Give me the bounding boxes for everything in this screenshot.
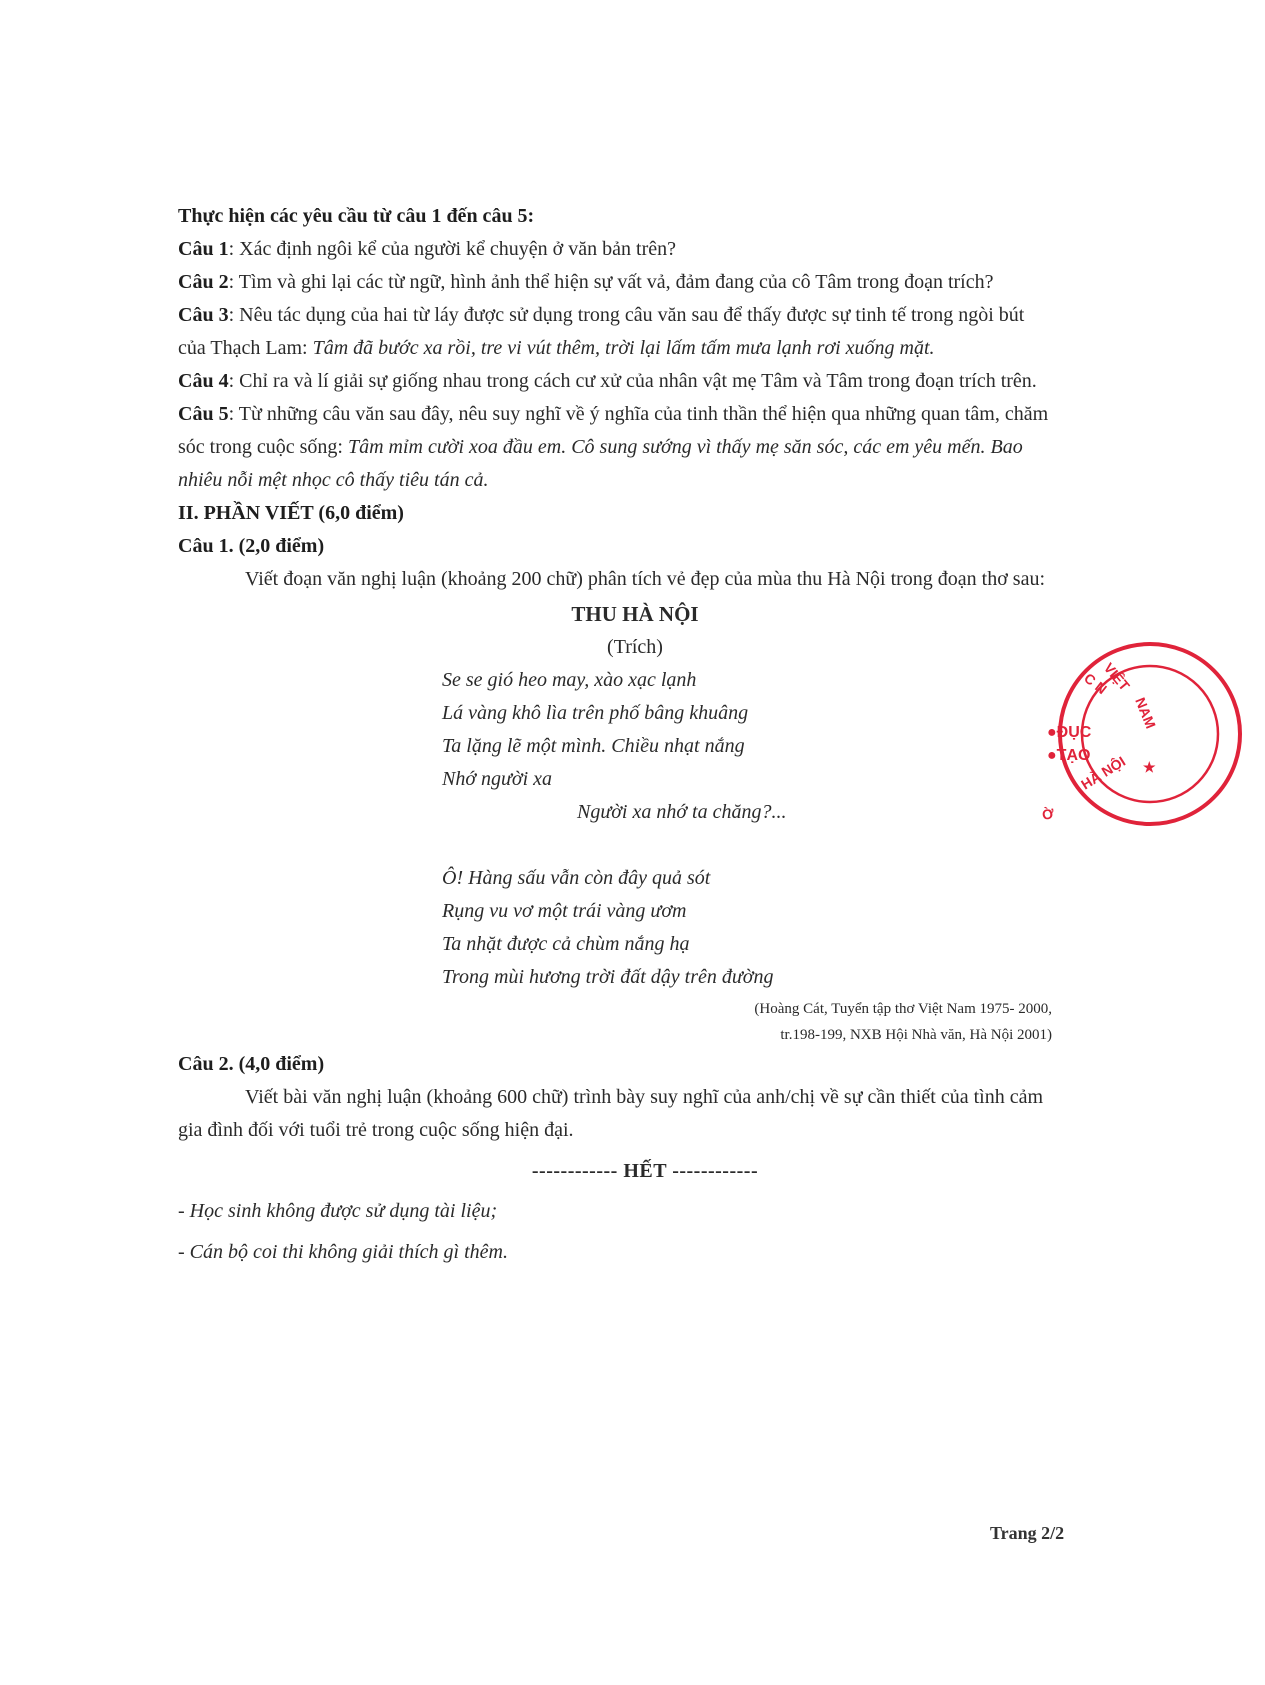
question-2 [178, 266, 1052, 299]
exam-note: - Cán bộ coi thi không giải thích gì thêm. [178, 1241, 508, 1263]
end-marker: ------------ HẾT ------------ [531, 1160, 759, 1182]
question-text: : Từ những câu văn sau đây, nêu suy nghĩ về ý nghĩa của tinh thần thể hiện qua những quan tâm, chăm sóc trong cuộc sống: [178, 403, 1049, 458]
question-text: : Chỉ ra và lí giải sự giống nhau trong cách cư xử của nhân vật mẹ Tâm và Tâm trong đoạn trích trên. [228, 370, 1037, 392]
poem-line: Ta lặng lẽ một mình. Chiều nhạt nắng [442, 735, 745, 757]
seal-icon [1040, 640, 1265, 828]
question-label: Câu 3 [178, 304, 229, 326]
poem-line: Se se gió heo may, xào xạc lạnh [442, 669, 697, 691]
poem-line: Rụng vu vơ một trái vàng ươm [442, 900, 687, 922]
part2-heading: II. PHẦN VIẾT (6,0 điểm) [178, 502, 404, 524]
poem-source [178, 994, 1052, 1048]
poem-line-indented: Người xa nhớ ta chăng?... [577, 801, 787, 823]
question-text: : Tìm và ghi lại các từ ngữ, hình ảnh thể hiện sự vất vả, đảm đang của cô Tâm trong đoạn trích? [228, 271, 994, 293]
exam-content [178, 200, 1052, 1269]
svg-text:●ĐỤC: ●ĐỤC [1047, 724, 1092, 741]
poem-body [178, 664, 1052, 994]
svg-text:★: ★ [1143, 759, 1156, 775]
poem-line: Nhớ người xa [442, 768, 553, 790]
question-5 [178, 398, 1052, 497]
exam-note: - Học sinh không được sử dụng tài liệu; [178, 1200, 498, 1222]
instructions-heading: Thực hiện các yêu cầu từ câu 1 đến câu 5: [178, 205, 535, 227]
question-1 [178, 233, 1052, 266]
question-3 [178, 299, 1052, 365]
question-quote: Tâm đã bước xa rồi, tre vi vút thêm, trời lại lấm tấm mưa lạnh rơi xuống mặt. [312, 337, 935, 359]
svg-text:VIỆT: VIỆT [1100, 659, 1133, 694]
svg-text:NAM: NAM [1132, 695, 1159, 731]
question-quote: Tâm mỉm cười xoa đầu em. Cô sung sướng vì thấy mẹ săn sóc, các em yêu mến. Bao nhiêu nỗi mệt nhọc cô thấy tiêu tán cả. [178, 436, 1023, 491]
source-line: tr.198-199, NXB Hội Nhà văn, Hà Nội 2001) [780, 1027, 1052, 1043]
svg-text:HÀ NỘI: HÀ NỘI [1078, 753, 1129, 793]
poem-subtitle: (Trích) [607, 636, 663, 658]
svg-text:●TẠO: ●TẠO [1047, 747, 1091, 764]
source-line: (Hoàng Cát, Tuyển tập thơ Việt Nam 1975- 2000, [754, 1001, 1052, 1017]
svg-text:Ờ: Ờ [1040, 805, 1056, 823]
writing-q2-prompt: Viết bài văn nghị luận (khoảng 600 chữ) trình bày suy nghĩ của anh/chị về sự cần thiết của tình cảm gia đình đối với tuổi trẻ trong cuộc sống hiện đại. [178, 1086, 1044, 1141]
question-text: : Xác định ngôi kể của người kể chuyện ở văn bản trên? [228, 238, 676, 260]
question-label: Câu 4 [178, 370, 229, 392]
svg-text:C N: C N [1081, 669, 1111, 698]
writing-q1-prompt: Viết đoạn văn nghị luận (khoảng 200 chữ) phân tích vẻ đẹp của mùa thu Hà Nội trong đoạn thơ sau: [245, 568, 1046, 590]
poem-line: Ta nhặt được cả chùm nắng hạ [442, 933, 690, 955]
question-label: Câu 2 [178, 271, 229, 293]
poem-line: Lá vàng khô lìa trên phố bâng khuâng [442, 702, 749, 724]
question-label: Câu 5 [178, 403, 229, 425]
writing-q2-heading: Câu 2. (4,0 điểm) [178, 1053, 325, 1075]
official-seal-stamp [1040, 640, 1185, 828]
writing-q1-heading: Câu 1. (2,0 điểm) [178, 535, 325, 557]
question-4 [178, 365, 1052, 398]
poem-title: THU HÀ NỘI [571, 602, 699, 626]
page-number: Trang 2/2 [990, 1523, 1065, 1543]
stanza-gap [442, 829, 1052, 862]
question-text: : Nêu tác dụng của hai từ láy được sử dụng trong câu văn sau để thấy được sự tinh tế trong ngòi bút của Thạch Lam: [178, 304, 1025, 359]
poem-line: Trong mùi hương trời đất dậy trên đường [442, 966, 774, 988]
question-label: Câu 1 [178, 238, 229, 260]
poem-line: Ô! Hàng sấu vẫn còn đây quả sót [442, 867, 711, 889]
